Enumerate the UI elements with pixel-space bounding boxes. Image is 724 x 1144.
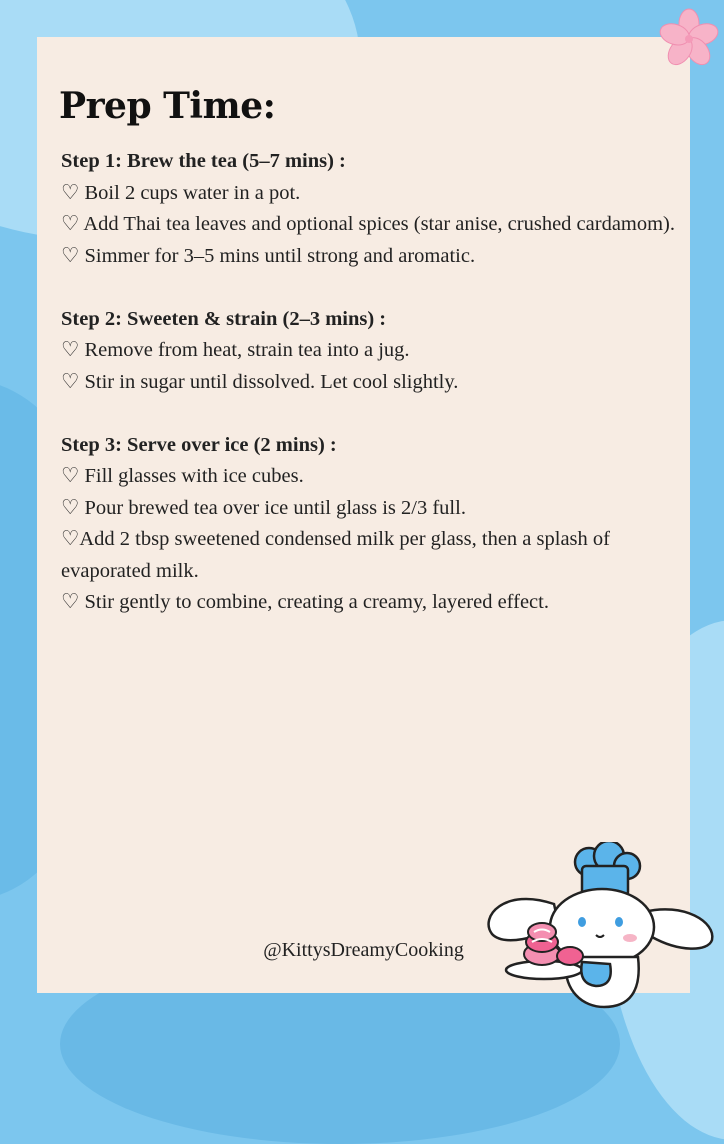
step-line: ♡ Stir gently to combine, creating a creamy, layered effect. (61, 591, 549, 613)
step-line: ♡ Stir in sugar until dissolved. Let cool slightly. (61, 370, 459, 393)
sakura-flower-icon (656, 6, 722, 72)
social-handle: @KittysDreamyCooking (263, 939, 464, 961)
step-line: ♡ Fill glasses with ice cubes. (61, 465, 304, 487)
step-line: ♡ Boil 2 cups water in a pot. (61, 181, 301, 204)
step-line: ♡Add 2 tbsp sweetened condensed milk per glass, then a splash of evaporated milk. (61, 528, 610, 582)
steps-list (61, 146, 681, 650)
step-line: ♡ Simmer for 3–5 mins until strong and aromatic. (61, 244, 476, 267)
step-line: ♡ Remove from heat, strain tea into a jug. (61, 339, 410, 361)
step-3 (61, 430, 681, 619)
page-title: Prep Time: (59, 85, 276, 127)
step-1 (61, 146, 681, 272)
step-2 (61, 304, 681, 399)
step-line: ♡ Add Thai tea leaves and optional spices (star anise, crushed cardamom). (61, 213, 676, 235)
step-line: ♡ Pour brewed tea over ice until glass is 2/3 full. (61, 496, 466, 519)
step-heading: Step 3: Serve over ice (2 mins) : (61, 433, 337, 456)
step-heading: Step 2: Sweeten & strain (2–3 mins) : (61, 307, 387, 330)
step-heading: Step 1: Brew the tea (5–7 mins) : (61, 150, 346, 172)
chef-puppy-mascot (484, 842, 720, 1012)
